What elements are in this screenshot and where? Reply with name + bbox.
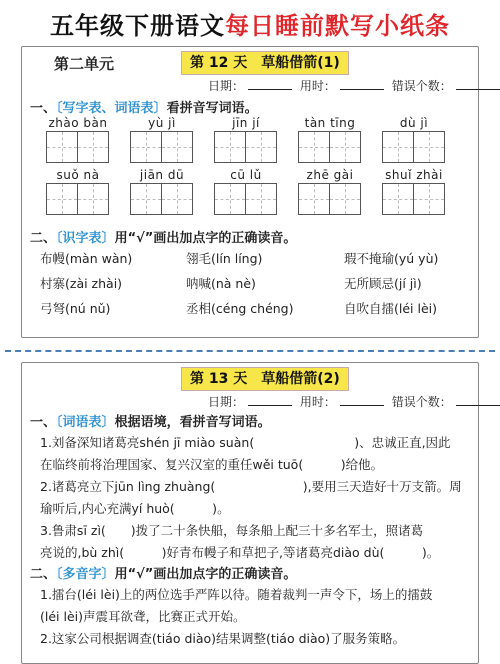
pinyin-word: suǒ nà [46,167,110,215]
pinyin-word: zhē gài [298,167,362,215]
pinyin-word: jīn jí [214,115,278,163]
reading-item[interactable]: 无所顾忌(jí jì) [344,276,422,291]
dashed-divider [5,350,495,352]
exercise-line[interactable]: (léi lèi)声震耳欲聋，比赛正式开始。 [40,609,246,624]
title-black: 五年级下册语文 [50,12,225,40]
date-label: 日期： [208,395,245,409]
writing-grid[interactable] [214,131,278,163]
reading-item[interactable]: 瑕不掩瑜(yú yù) [344,251,439,266]
section-heading: 一、〔写字表、词语表〕看拼音写词语。 [30,101,258,116]
exercise-line[interactable]: 亮说的,bù zhì( )好青布幔子和草把子,等诸葛亮diào dù( )。 [40,545,440,560]
exercise-line[interactable]: 3.鲁肃sī zì( )拨了二十条快船，每条船上配三十多名军士，照诸葛 [40,523,424,538]
writing-grid[interactable] [382,131,446,163]
unit-label: 第二单元 [54,55,115,73]
title-red: 每日睡前默写小纸条 [225,12,450,40]
date-blank[interactable] [248,78,292,90]
reading-item[interactable]: 弓弩(nú nǔ) [40,301,111,316]
day-tag: 第 12 天 草船借箭(1) [181,51,349,75]
meta-row [208,77,500,94]
page-title [0,6,500,41]
day13-card [21,362,479,664]
writing-grid[interactable] [130,183,194,215]
pinyin-word: cū lǔ [214,167,278,215]
pinyin-word: zhào bàn [46,115,110,163]
time-blank[interactable] [340,394,384,406]
day-tag: 第 13 天 草船借箭(2) [181,367,349,391]
pinyin-word: tàn tīng [298,115,362,163]
exercise-line[interactable]: 2.诸葛亮立下jūn lìng zhuàng( ),要用三天造好十万支箭。周 [40,479,462,494]
time-label: 用时： [299,395,336,409]
time-label: 用时： [299,79,336,93]
writing-grid[interactable] [46,131,110,163]
date-label: 日期： [208,79,245,93]
reading-item[interactable]: 村寨(zài zhài) [40,276,123,291]
writing-grid[interactable] [298,183,362,215]
reading-item[interactable]: 呐喊(nà nè) [186,276,256,291]
reading-item[interactable]: 翎毛(lín líng) [186,251,263,266]
exercise-line[interactable]: 瑜听后,内心充满yí huò( )。 [40,501,230,516]
pinyin-word: shuǐ zhài [382,167,446,215]
errors-label: 错误个数： [391,79,452,93]
errors-blank[interactable] [456,78,500,90]
writing-grid[interactable] [382,183,446,215]
pinyin-word: yù jì [130,115,194,163]
exercise-line[interactable]: 在临终前将治理国家、复兴汉室的重任wěi tuō( )给他。 [40,457,384,472]
exercise-line[interactable]: 1.擂台(léi lèi)上的两位选手严阵以待。随着裁判一声令下，场上的擂鼓 [40,587,433,602]
errors-blank[interactable] [456,394,500,406]
exercise-line[interactable]: 1.刘备深知诸葛亮shén jī miào suàn( )、忠诚正直,因此 [40,435,451,450]
section-heading: 一、〔词语表〕根据语境，看拼音写词语。 [30,415,271,430]
time-blank[interactable] [340,78,384,90]
reading-item[interactable]: 自吹自擂(léi lèi) [344,301,437,316]
section-heading: 二、〔识字表〕用“√”画出加点字的正确读音。 [30,231,297,246]
pinyin-word: dù jì [382,115,446,163]
reading-item[interactable]: 丞相(céng chéng) [186,301,294,316]
reading-item[interactable]: 布幔(màn wàn) [40,251,133,266]
errors-label: 错误个数： [391,395,452,409]
exercise-line[interactable]: 2.这家公司根据调查(tiáo diào)结果调整(tiáo diào)了服务策略。 [40,631,406,646]
writing-grid[interactable] [298,131,362,163]
writing-grid[interactable] [46,183,110,215]
writing-grid[interactable] [130,131,194,163]
writing-grid[interactable] [214,183,278,215]
section-heading: 二、〔多音字〕用“√”画出加点字的正确读音。 [30,567,297,582]
pinyin-word: jiān dū [130,167,194,215]
day12-card [21,46,479,338]
date-blank[interactable] [248,394,292,406]
meta-row [208,393,500,410]
